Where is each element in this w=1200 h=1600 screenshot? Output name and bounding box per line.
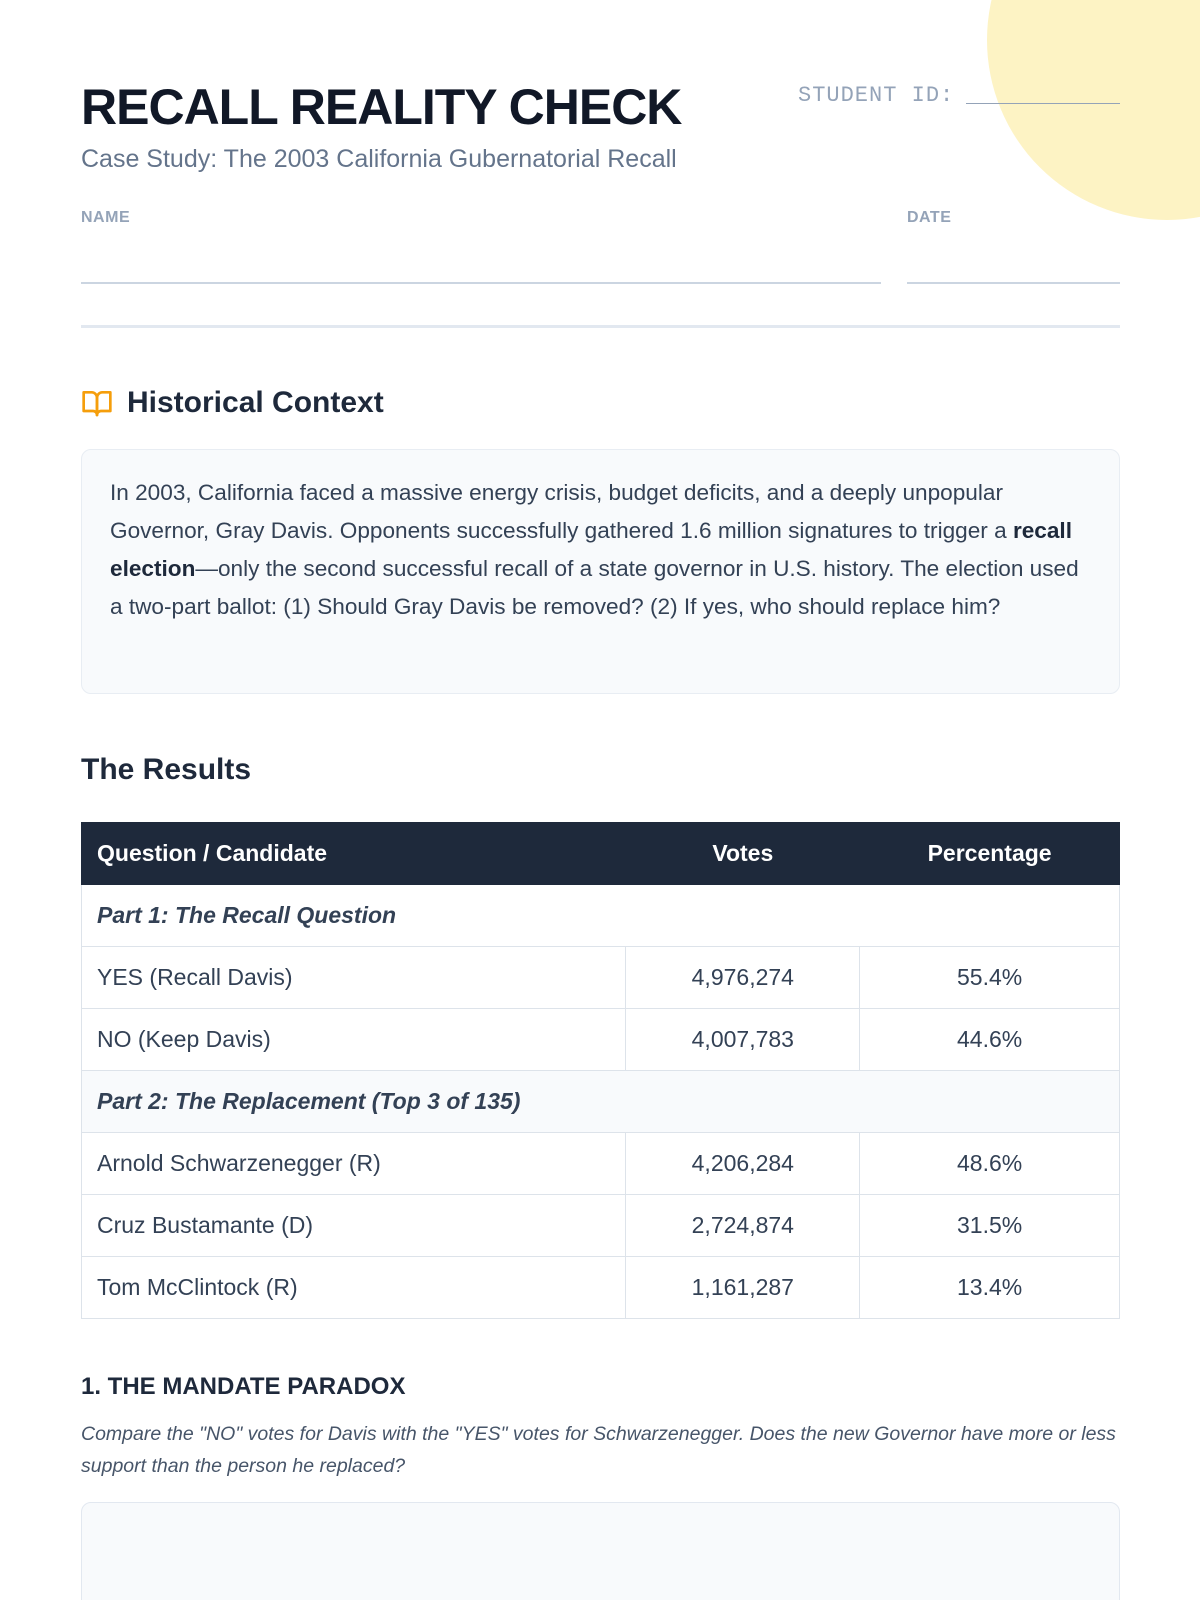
candidate-name: Cruz Bustamante (D): [82, 1195, 626, 1257]
name-field[interactable]: [81, 282, 881, 284]
vote-count: 1,161,287: [626, 1257, 860, 1319]
student-id-field[interactable]: [966, 103, 1120, 104]
candidate-name: NO (Keep Davis): [82, 1009, 626, 1071]
results-table: [81, 822, 1120, 1319]
student-id-label: STUDENT ID:: [798, 83, 955, 108]
historical-context-title: Historical Context: [127, 386, 384, 419]
column-header: Percentage: [860, 823, 1120, 885]
column-header: Votes: [626, 823, 860, 885]
part-2-label: Part 2: The Replacement (Top 3 of 135): [82, 1071, 1120, 1133]
candidate-name: Arnold Schwarzenegger (R): [82, 1133, 626, 1195]
vote-percentage: 48.6%: [860, 1133, 1120, 1195]
vote-percentage: 55.4%: [860, 947, 1120, 1009]
name-label: NAME: [81, 209, 131, 226]
question-1-answer-box[interactable]: [81, 1502, 1120, 1600]
vote-count: 4,976,274: [626, 947, 860, 1009]
context-text-end: —only the second successful recall of a state governor in U.S. history. The election used a two-part ballot: (1) Should Gray Davis be removed? (2) If yes, who should replace him?: [110, 556, 1079, 619]
open-book-icon: [81, 387, 113, 419]
decorative-circle: [987, 0, 1200, 220]
page-subtitle: Case Study: The 2003 California Gubernatorial Recall: [81, 145, 677, 173]
vote-percentage: 44.6%: [860, 1009, 1120, 1071]
table-row: [82, 1257, 1120, 1319]
vote-count: 4,206,284: [626, 1133, 860, 1195]
table-row: [82, 947, 1120, 1009]
table-row: [82, 1133, 1120, 1195]
table-row: [82, 1195, 1120, 1257]
context-text-bold: recall election: [110, 518, 1072, 581]
part-1-label: Part 1: The Recall Question: [82, 885, 1120, 947]
date-label: DATE: [907, 209, 952, 226]
historical-context-heading: [81, 386, 384, 420]
vote-count: 4,007,783: [626, 1009, 860, 1071]
context-text-start: In 2003, California faced a massive energy crisis, budget deficits, and a deeply unpopular Governor, Gray Davis. Opponents successfully gathered 1.6 million signatures to trigger a: [110, 480, 1013, 543]
part-1-row: [82, 885, 1120, 947]
question-1-title: 1. THE MANDATE PARADOX: [81, 1373, 406, 1400]
table-header-row: [82, 823, 1120, 885]
date-field[interactable]: [907, 282, 1120, 284]
header-divider: [81, 325, 1120, 328]
results-heading: The Results: [81, 753, 252, 786]
historical-context-box: [81, 449, 1120, 694]
page-title: RECALL REALITY CHECK: [81, 79, 682, 135]
table-row: [82, 1009, 1120, 1071]
question-1-prompt: Compare the "NO" votes for Davis with the "YES" votes for Schwarzenegger. Does the new Governor have more or less support than the person he replaced?: [81, 1423, 1116, 1477]
part-2-row: [82, 1071, 1120, 1133]
candidate-name: Tom McClintock (R): [82, 1257, 626, 1319]
vote-percentage: 31.5%: [860, 1195, 1120, 1257]
vote-count: 2,724,874: [626, 1195, 860, 1257]
candidate-name: YES (Recall Davis): [82, 947, 626, 1009]
vote-percentage: 13.4%: [860, 1257, 1120, 1319]
column-header: Question / Candidate: [82, 823, 626, 885]
